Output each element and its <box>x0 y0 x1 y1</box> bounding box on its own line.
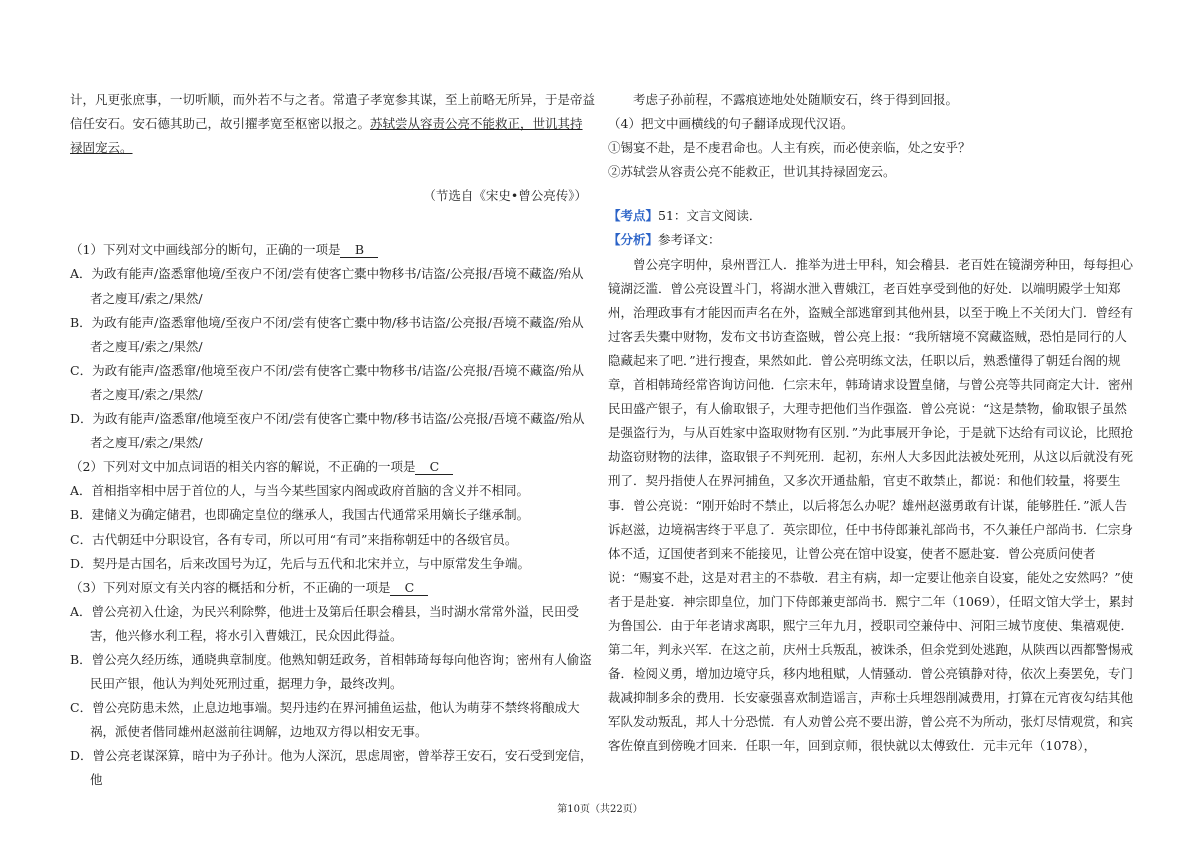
question-2-answer: C <box>415 460 453 475</box>
question-1-option-a: A．为政有能声/盗悉窜他境/至夜户不闭/尝有使客亡橐中物移书/诘盗/公亮报/吾境不藏盗/殆从者之廋耳/索之/果然/ <box>70 266 584 306</box>
question-3-text: （3）下列对原文有关内容的概括和分析，不正确的一项是 <box>70 579 391 595</box>
question-1-text: （1）下列对文中画线部分的断句，正确的一项是 <box>70 242 341 258</box>
left-column <box>70 88 595 793</box>
question-1-answer: B <box>340 243 378 258</box>
spacer <box>608 184 1135 204</box>
passage-text <box>70 88 595 160</box>
question-3-answer: C <box>390 581 428 596</box>
kaodian-text: 51：文言文阅读． <box>658 208 762 224</box>
right-column <box>608 88 1135 759</box>
passage-source: （节选自《宋史•曾公亮传》） <box>423 188 587 204</box>
question-2-option-b: B．建储义为确定储君，也即确定皇位的继承人，我国古代通常采用嫡长子继承制。 <box>70 507 530 523</box>
page-footer: 第10页（共22页） <box>557 804 643 815</box>
question-3-option-b: B．曾公亮久经历练，通晓典章制度。他熟知朝廷政务，首相韩琦每每向他咨询；密州有人偷盗民田产银，他认为判处死刑过重，据理力争，最终改判。 <box>70 651 592 692</box>
question-2-option-d: D．契丹是古国名，后来改国号为辽，先后与五代和北宋并立，与中原常发生争端。 <box>70 555 531 571</box>
question-1-stem <box>70 238 595 262</box>
question-4-item-1: ①锡宴不赴，是不虔君命也。人主有疾，而必使亲临，处之安乎？ <box>608 140 971 156</box>
question-4-item-2: ②苏轼尝从容责公亮不能救正，世讥其持禄固宠云。 <box>608 164 896 180</box>
translation-text: 曾公亮字明仲，泉州晋江人．推举为进士甲科，知会稽县．老百姓在镜湖旁种田，每每担心镜湖泛滥．曾公亮设置斗门，将湖水泄入曹娥江，老百姓享受到他的好处．以端明殿学士知郑州，治理政事有才能因而声名在外，盗贼全部逃窜到其他州县，以至于晚上不关闭大门．曾经有过客丢失橐中财物，发布文书访查盗贼，曾公亮上报：“我所辖境不窝藏盗贼，恐怕是同行的人隐藏起来了吧．”进行搜查，果然如此．曾公亮明练文法，任职以后，熟悉懂得了朝廷台阁的规章，首相韩琦经常咨询访问他．仁宗末年，韩琦请求设置皇储，与曾公亮等共同商定大计．密州民田盛产银子，有人偷取银子，大理寺把他们当作强盗．曾公亮说：“这是禁物，偷取银子虽然是强盗行为，与从百姓家中盗取财物有区别．”为此事展开争论，于是就下达给有司议论，比照抢劫盗窃财物的法律，盗取银子不判死刑．起初，东州人大多因此法被处死刑，从这以后就没有死刑了．契丹指使人在界河捕鱼，又多次开通盐船，官吏不敢禁止，都说：和他们较量，将要生事．曾公亮说：“刚开始时不禁止，以后将怎么办呢？雄州赵滋勇敢有计谋，能够胜任．”派人告诉赵滋，边境祸害终于平息了．英宗即位，任中书侍郎兼礼部尚书，不久兼任户部尚书．仁宗身体不适，辽国使者到来不能接见，让曾公亮在馆中设宴，使者不愿赴宴．曾公亮质问使者说：“赐宴不赴，这是对君主的不恭敬．君主有病，却一定要让他亲自设宴，能处之安然吗？”使者于是赴宴．神宗即皇位，加门下侍郎兼吏部尚书．熙宁二年（1069），任昭文馆大学士，累封为鲁国公．由于年老请求离职，熙宁三年九月，授职司空兼侍中、河阳三城节度使、集禧观使．第二年，判永兴军．在这之前，庆州士兵叛乱，被诛杀，但余党到处逃跑，从陕西以西都警惕戒备．检阅义勇，增加边境守兵，移内地租赋，人情骚动．曾公亮镇静对待，依次上奏罢免，专门裁减抑制多余的费用．长安豪强喜欢制造谣言，声称士兵埋怨削减费用，打算在元宵夜勾结其他军队发动叛乱，邦人十分恐慌．有人劝曾公亮不要出游，曾公亮不为所动，张灯尽情观赏，和宾客佐僚直到傍晚才回来．任职一年，回到京师，很快就以太傅致仕．元丰元年（1078）， <box>608 256 1134 754</box>
question-1-option-d: D．为政有能声/盗悉窜/他境至夜户不闭/尝有使客亡橐中物/移书诘盗/公亮报/吾境不藏盗/殆从者之廋耳/索之/果然/ <box>70 411 585 451</box>
question-1-option-c: C．为政有能声/盗悉窜/他境至夜户不闭/尝有使客亡橐中物移书/诘盗/公亮报/吾境不藏盗/殆从者之廋耳/索之/果然/ <box>70 362 585 402</box>
question-4-stem: （4）把文中画横线的句子翻译成现代汉语。 <box>608 116 854 132</box>
fenxi-text: 参考译文： <box>658 232 721 248</box>
question-3-option-d: D．曾公亮老谋深算，暗中为子孙计。他为人深沉，思虑周密，曾举荐王安石，安石受到宠信，他 <box>70 748 593 788</box>
passage-part-1: 计，凡更张庶事，一切听顺，而外若不与之者。常遣子孝宽参其谋，至上前略无所异，于是帝益信任安石。安石德其助己，故引擢孝宽至枢密以报之。 <box>70 92 596 132</box>
question-3-option-c: C．曾公亮防患未然，止息边地事端。契丹违约在界河捕鱼运盐，他认为萌芽不禁终将酿成大祸，派使者偕同雄州赵滋前往调解，边地双方得以相安无事。 <box>70 700 580 740</box>
fenxi-tag: 【分析】 <box>608 232 659 248</box>
question-1-option-b: B．为政有能声/盗悉窜他境/至夜户不闭/尝有使客亡橐中物/移书诘盗/公亮报/吾境不藏盗/殆从者之廋耳/索之/果然/ <box>70 314 584 354</box>
option-d-continuation: 考虑子孙前程，不露痕迹地处处随顺安石，终于得到回报。 <box>633 92 959 107</box>
kaodian-line <box>608 204 1135 228</box>
question-2-stem <box>70 455 595 479</box>
question-2-text: （2）下列对文中加点词语的相关内容的解说，不正确的一项是 <box>70 459 416 475</box>
underlined-sentence: 苏轼尝从容责公亮不能救正，世讥其持禄固宠云。 <box>70 116 583 156</box>
question-2-option-a: A．首相指宰相中居于首位的人，与当今某些国家内阁或政府首脑的含义并不相同。 <box>70 483 530 499</box>
question-2-option-c: C．古代朝廷中分职设官，各有专司，所以可用“有司”来指称朝廷中的各级官员。 <box>70 531 518 547</box>
question-3-option-a: A．曾公亮初入仕途，为民兴利除弊，他进士及第后任职会稽县，当时湖水常常外溢，民田受害，他兴修水利工程，将水引入曹娥江，民众因此得益。 <box>70 603 580 643</box>
kaodian-tag: 【考点】 <box>608 208 659 224</box>
question-3-stem <box>70 576 595 600</box>
fenxi-line <box>608 228 1135 252</box>
